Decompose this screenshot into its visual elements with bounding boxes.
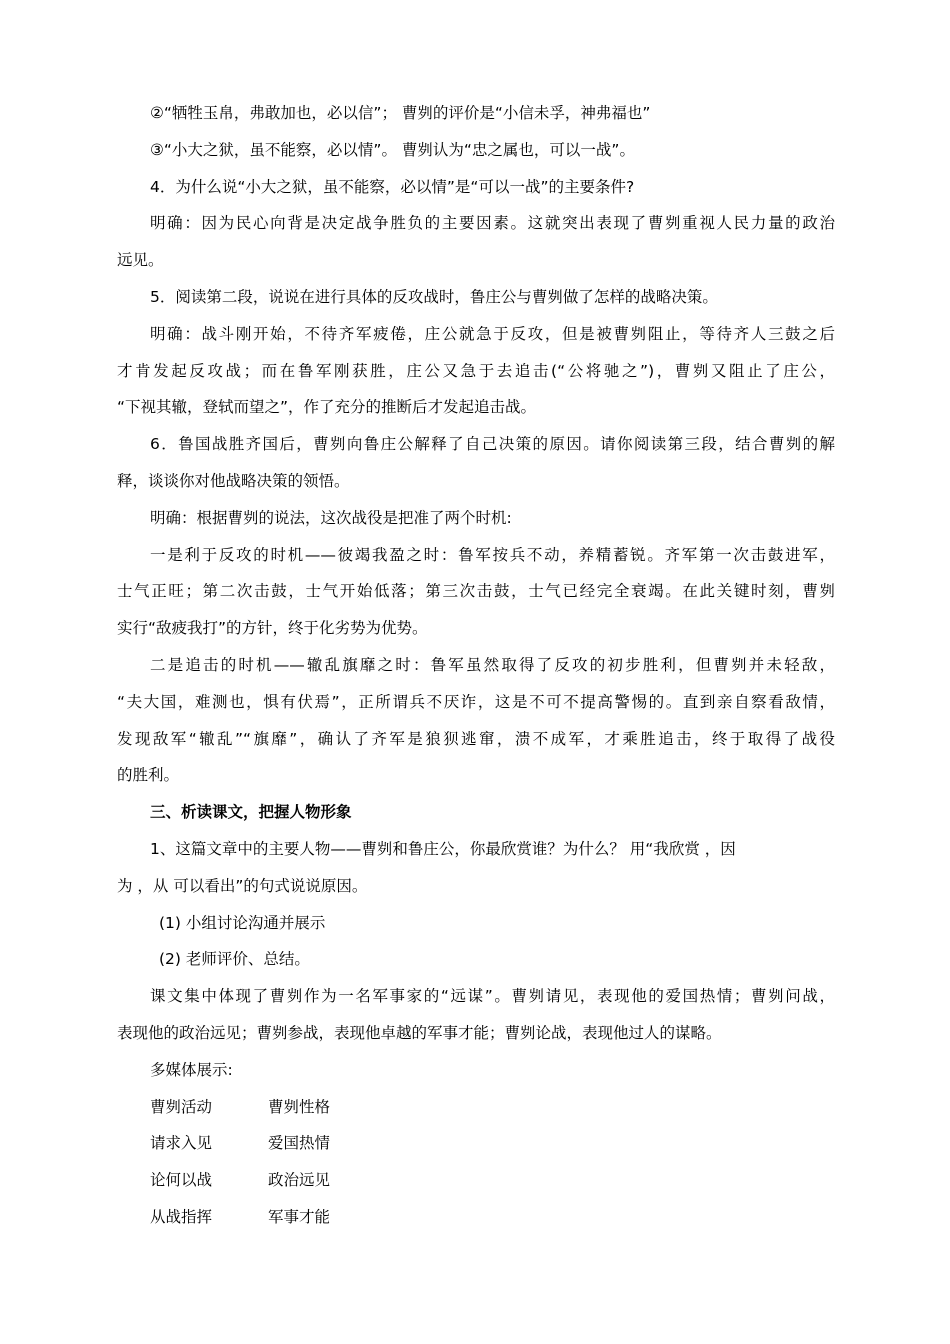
text-line-1: ②“牺牲玉帛，弗敢加也，必以信”； 曹刿的评价是“小信未孚，神弗福也”: [150, 104, 651, 122]
question-4: 4．为什么说“小大之狱，虽不能察，必以情”是“可以一战”的主要条件?: [150, 177, 635, 196]
step-1: (1) 小组讨论沟通并展示: [159, 913, 326, 932]
table-header-activity: 曹刿活动: [150, 1097, 213, 1116]
question-5: 5．阅读第二段，说说在进行具体的反攻战时，鲁庄公与曹刿做了怎样的战略决策。: [150, 287, 718, 306]
table-cell-character: 爱国热情: [268, 1134, 331, 1153]
table-row: [117, 1199, 835, 1236]
step-2: (2) 老师评价、总结。: [159, 950, 310, 969]
answer-5-line-2: 才肯发起反攻战；而在鲁军刚获胜，庄公又急于去追击(“公将驰之”)，曹刿又阻止了庄公，: [117, 361, 835, 380]
answer-6-line-6: “夫大国，难测也，惧有伏焉”，正所谓兵不厌诈，这是不可不提高警惕的。直到亲自察看敌情，: [117, 692, 835, 711]
answer-6-line-4: 实行“敌疲我打”的方针，终于化劣势为优势。: [117, 619, 428, 638]
question-6-line-2: 释，谈谈你对他战略决策的领悟。: [117, 471, 350, 490]
table-row: [117, 1162, 835, 1199]
question-6-line-1: 6．鲁国战胜齐国后，曹刿向鲁庄公解释了自己决策的原因。请你阅读第三段，结合曹刿的解: [150, 435, 835, 454]
text-line-2: ③“小大之狱，虽不能察，必以情”。 曹刿认为“忠之属也，可以一战”。: [150, 140, 635, 159]
answer-5-line-3: “下视其辙，登轼而望之”，作了充分的推断后才发起追击战。: [117, 398, 537, 417]
table-cell-activity: 论何以战: [150, 1171, 213, 1190]
table-cell-character: 军事才能: [268, 1207, 331, 1226]
section-heading-3: 三、析读课文，把握人物形象: [150, 803, 352, 822]
answer-6-line-2: 一是利于反攻的时机——彼竭我盈之时：鲁军按兵不动，养精蓄锐。齐军第一次击鼓进军，: [150, 545, 835, 564]
character-table: [117, 1089, 835, 1236]
answer-4-line-2: 远见。: [117, 251, 164, 270]
table-cell-activity: 请求入见: [150, 1134, 213, 1153]
answer-6-line-8: 的胜利。: [117, 766, 180, 785]
table-cell-character: 政治远见: [268, 1171, 331, 1190]
table-header-character: 曹刿性格: [268, 1097, 331, 1116]
table-row: [117, 1125, 835, 1162]
answer-6-line-1: 明确：根据曹刿的说法，这次战役是把准了两个时机:: [150, 508, 512, 527]
question-1-line-2: 为 ，从 可以看出”的句式说说原因。: [117, 876, 368, 895]
answer-6-line-7: 发现敌军“辙乱”“旗靡”，确认了齐军是狼狈逃窜，溃不成军，才乘胜追击，终于取得了战役: [117, 729, 835, 748]
answer-6-line-5: 二是追击的时机——辙乱旗靡之时：鲁军虽然取得了反攻的初步胜利，但曹刿并未轻敌，: [150, 655, 835, 674]
table-header-row: [117, 1089, 835, 1126]
question-1-line-1: 1、这篇文章中的主要人物——曹刿和鲁庄公，你最欣赏谁？为什么？ 用“我欣赏 ，因: [150, 839, 736, 858]
summary-line-2: 表现他的政治远见；曹刿参战，表现他卓越的军事才能；曹刿论战，表现他过人的谋略。: [117, 1023, 722, 1042]
table-cell-activity: 从战指挥: [150, 1207, 213, 1226]
answer-5-line-1: 明确：战斗刚开始，不待齐军疲倦，庄公就急于反攻，但是被曹刿阻止，等待齐人三鼓之后: [150, 324, 835, 343]
answer-4-line-1: 明确：因为民心向背是决定战争胜负的主要因素。这就突出表现了曹刿重视人民力量的政治: [150, 214, 835, 233]
multimedia-label: 多媒体展示:: [150, 1060, 233, 1079]
answer-6-line-3: 士气正旺；第二次击鼓，士气开始低落；第三次击鼓，士气已经完全衰竭。在此关键时刻，曹刿: [117, 582, 835, 601]
document-page: [117, 95, 835, 1236]
summary-line-1: 课文集中体现了曹刿作为一名军事家的“远谋”。曹刿请见，表现他的爱国热情；曹刿问战，: [150, 987, 835, 1006]
